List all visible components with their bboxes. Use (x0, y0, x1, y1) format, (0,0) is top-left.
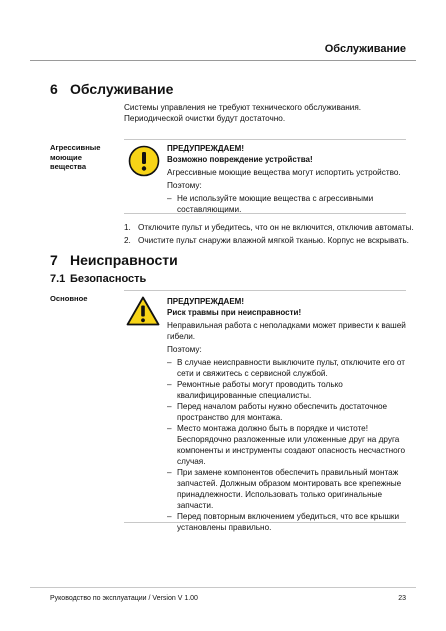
list-item: – Перед повторным включением убедиться, что все крышки установлены правильно. (167, 512, 400, 532)
list-item: – Ремонтные работы могут проводить только квалифицированные специалисты. (167, 380, 343, 400)
subsection-7-1-heading (50, 273, 146, 285)
warning-bottom-rule (124, 213, 406, 214)
list-item: – Перед началом работы нужно обеспечить достаточное пространство для монтажа. (167, 402, 388, 422)
side-label-line: вещества (50, 162, 87, 171)
list-item: – При замене компонентов обеспечить правильный монтаж запчастей. Должным образом монтировать все крепежные принадлежности. Использовать только оригинальные запчасти. (167, 468, 402, 510)
subsection-title: Безопасность (70, 273, 147, 285)
warning-block-2 (167, 296, 407, 533)
warning-heading: ПРЕДУПРЕЖДАЕМ! (167, 297, 244, 306)
footer-rule (30, 587, 416, 588)
side-label-line: Агрессивные (50, 143, 101, 152)
warning-heading: ПРЕДУПРЕЖДАЕМ! (167, 144, 244, 153)
warning-therefore: Поэтому: (167, 181, 202, 190)
warning-subheading: Риск травмы при неисправности! (167, 308, 302, 317)
side-label-line: моющие (50, 152, 82, 162)
warning-top-rule (124, 290, 406, 291)
page-number: 23 (398, 595, 406, 602)
section-number: 6 (50, 81, 58, 97)
header-rule (30, 60, 416, 61)
step-item: 1. Отключите пульт и убедитесь, что он не включится, отключив автоматы. (124, 223, 414, 232)
warning-top-rule (124, 139, 406, 140)
warning-subheading: Возможно повреждение устройства! (167, 155, 313, 164)
section-number: 7 (50, 252, 58, 268)
list-item: – Не используйте моющие вещества с агрессивными составляющими. (167, 194, 374, 214)
section-7-heading (50, 252, 178, 268)
step-item: 2. Очистите пульт снаружи влажной мягкой тканью. Корпус не вскрывать. (124, 236, 409, 245)
section-title: Обслуживание (70, 81, 174, 97)
side-label-basic: Основное (50, 294, 88, 303)
warning-list (167, 357, 407, 533)
warning-list (167, 193, 407, 215)
section-6-heading (50, 81, 173, 97)
cleaning-steps (124, 222, 414, 246)
section-6-intro: Системы управления не требуют технического обслуживания. Периодической очистки будут достаточно. (124, 103, 362, 123)
side-label-aggressive (50, 143, 118, 172)
subsection-number: 7.1 (50, 273, 66, 285)
section-title: Неисправности (70, 252, 178, 268)
warning-bottom-rule (124, 522, 406, 523)
warning-block-1 (167, 143, 407, 215)
list-item: – В случае неисправности выключите пульт, отключите его от сети и свяжитесь с сервисной службой. (167, 358, 406, 378)
warning-therefore: Поэтому: (167, 345, 202, 354)
warning-text: Агрессивные моющие вещества могут испортить устройство. (167, 168, 401, 177)
warning-triangle-icon (126, 296, 160, 326)
footer-document-title: Руководство по эксплуатации / Version V 1.00 (50, 595, 198, 602)
list-item: – Место монтажа должно быть в порядке и чистоте! Беспорядочно разложенные или уложенные друг на друга компоненты и инструменты создают опасность несчастного случая. (167, 424, 406, 466)
running-header: Обслуживание (324, 43, 406, 55)
warning-text: Неправильная работа с неполадками может привести к вашей гибели. (167, 321, 406, 341)
warning-exclamation-icon (128, 145, 160, 177)
